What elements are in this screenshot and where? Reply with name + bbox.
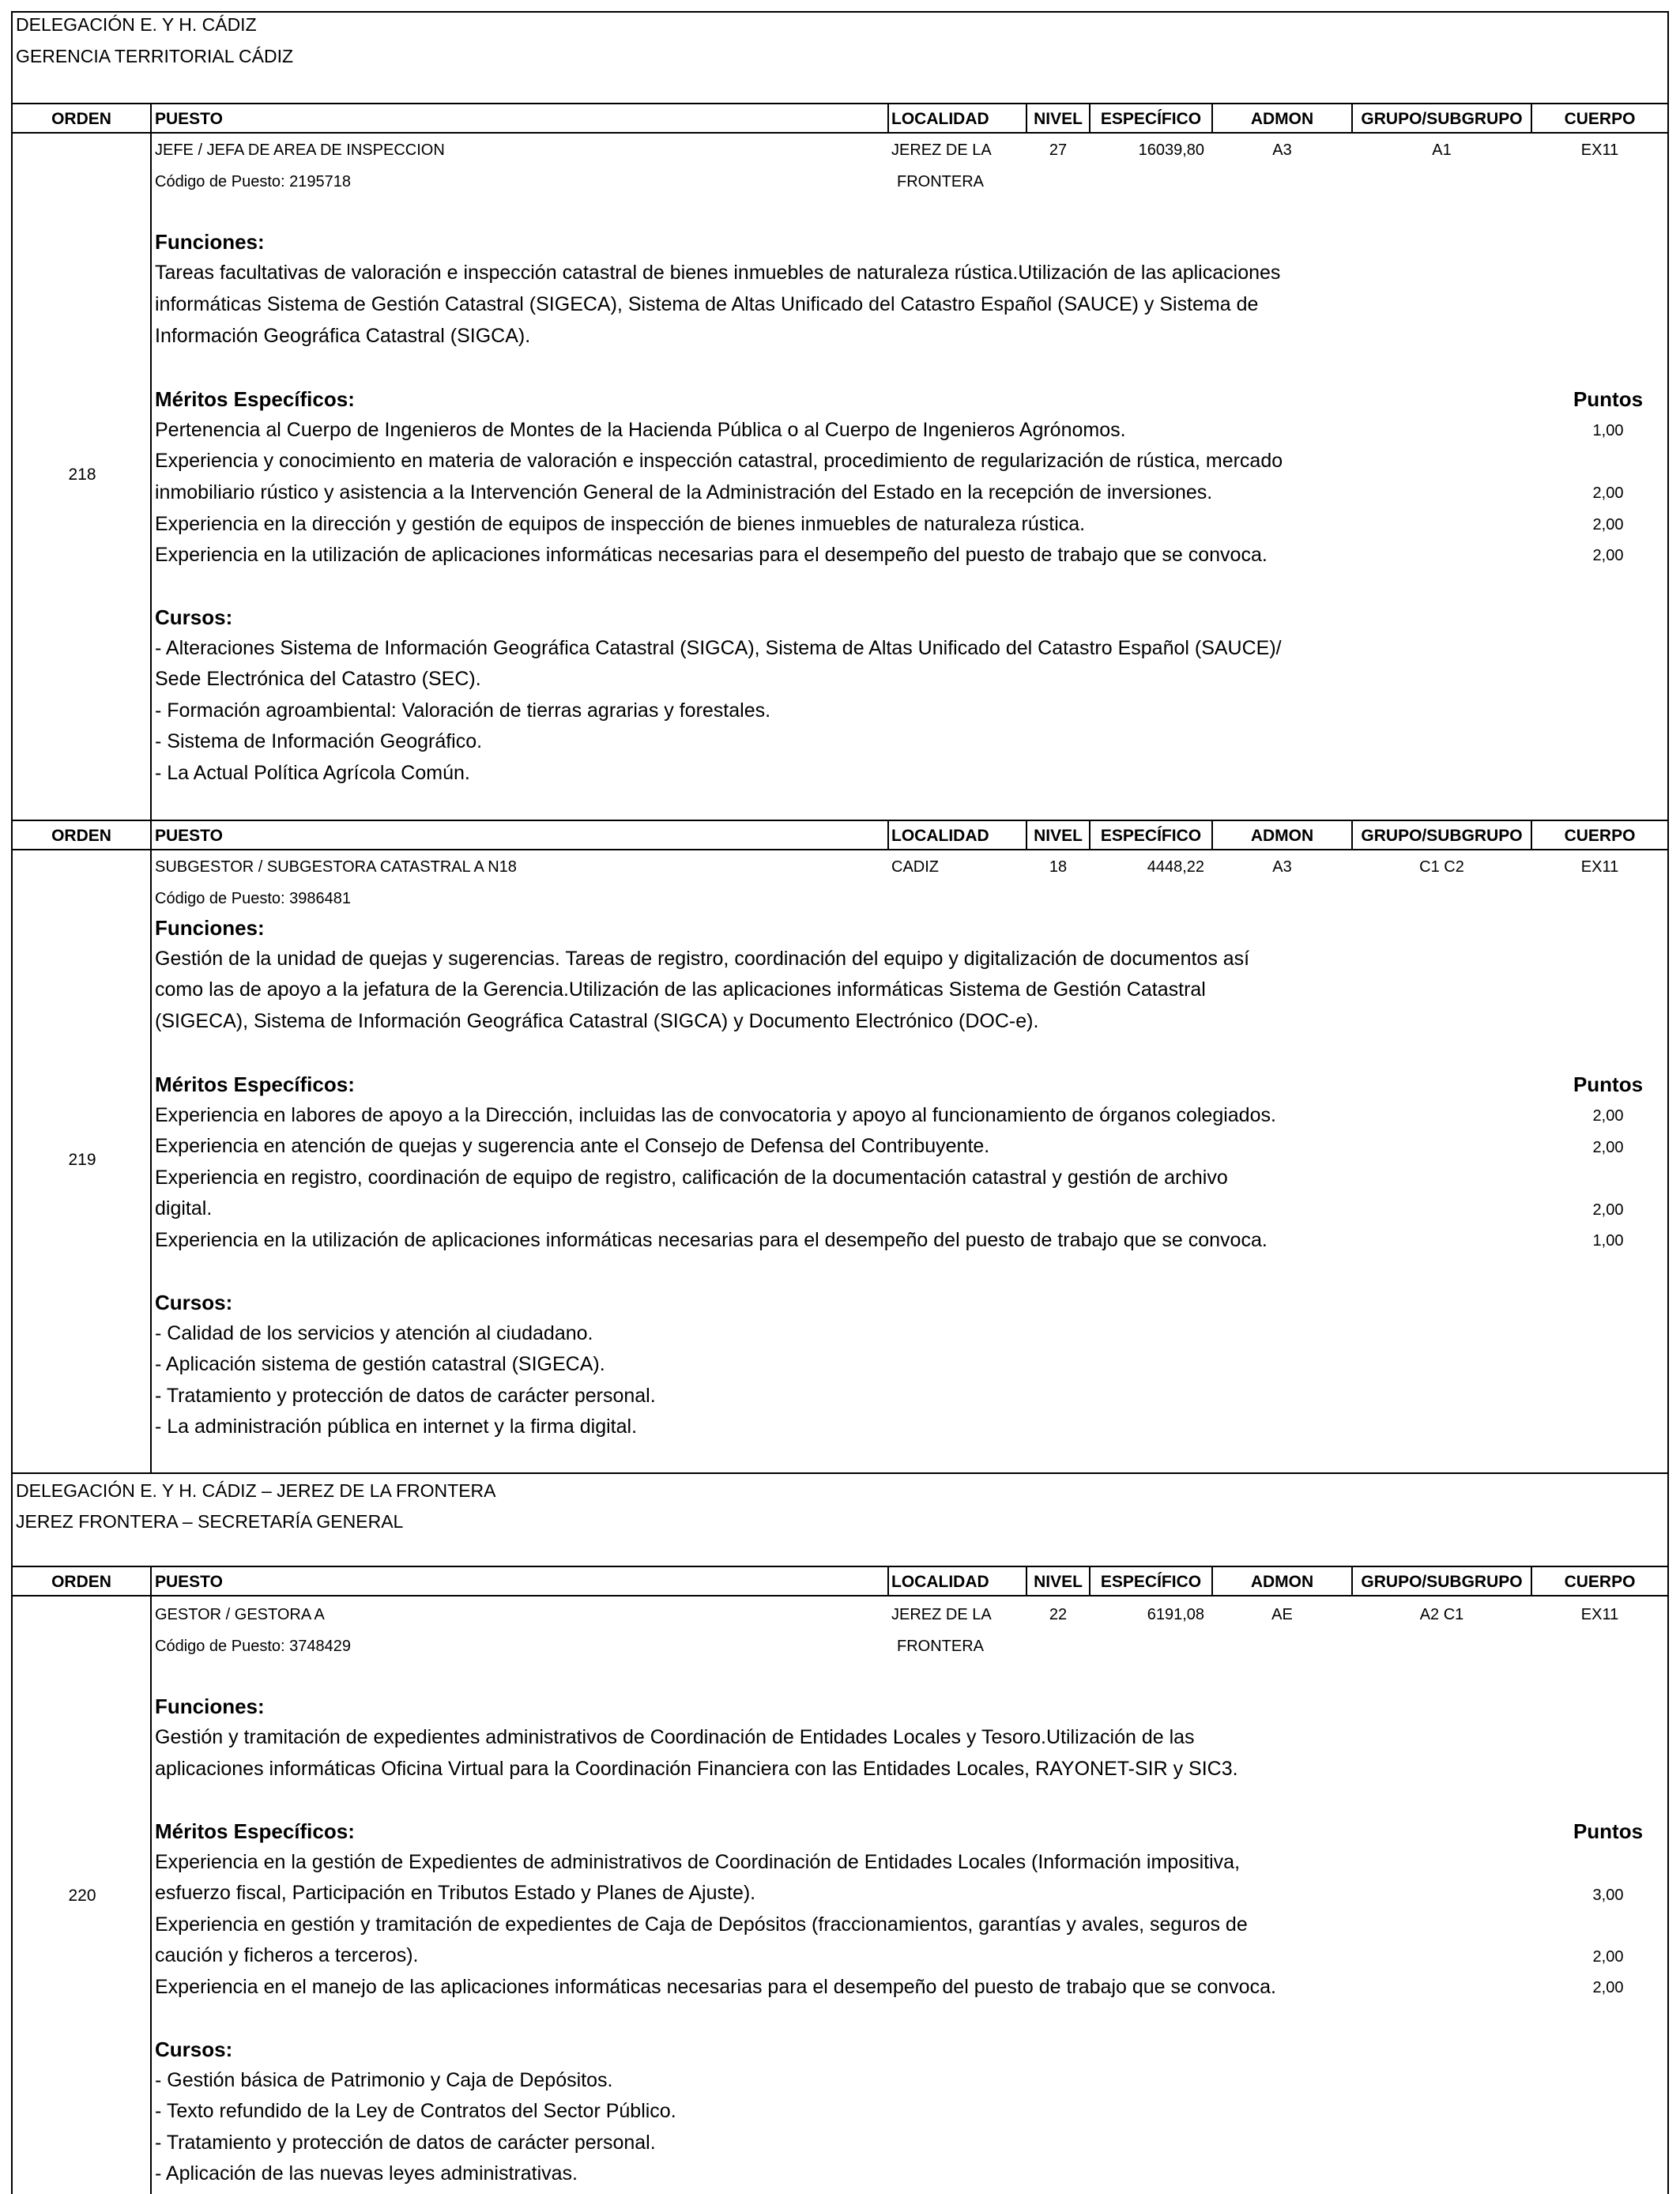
merito-points: 2,00 [1592,1201,1624,1219]
merito-line: Experiencia en la utilización de aplicaciones informáticas necesarias para el desempeño del puesto de trabajo que se convoca. [155,544,1268,566]
merito-line: Experiencia en la gestión de Expedientes de administrativos de Coordinación de Entidades Locales (Información impositiva, [155,1851,1241,1873]
position-code: Código de Puesto: 3986481 [155,890,351,907]
col-header-cuerpo: CUERPO [1564,110,1636,128]
curso-line: - Alteraciones Sistema de Información Geográfica Catastral (SIGCA), Sistema de Altas Unificado del Catastro Español (SAUCE)/ [155,637,1282,659]
position-grupo: A1 [1432,141,1452,159]
merito-points: 2,00 [1592,547,1624,564]
position-admon: A3 [1272,141,1292,159]
merito-line: Experiencia en labores de apoyo a la Dirección, incluidas las de convocatoria y apoyo al funcionamiento de órganos colegiados. [155,1104,1276,1126]
curso-line: - Gestión básica de Patrimonio y Caja de Depósitos. [155,2069,613,2091]
col-sep [150,820,152,1473]
col-header-admon: ADMON [1250,110,1314,128]
frame-left [11,11,13,2194]
position-localidad: JEREZ DE LA [891,141,992,159]
position-code: Código de Puesto: 2195718 [155,173,351,190]
meritos-heading: Méritos Específicos: [155,1819,355,1843]
col-header-puesto: PUESTO [155,110,223,128]
position-cuerpo: EX11 [1580,858,1619,876]
position-grupo: A2 C1 [1419,1606,1464,1623]
merito-line: Experiencia en registro, coordinación de equipo de registro, calificación de la documentación catastral y gestión de archivo [155,1167,1228,1189]
position-admon: AE [1271,1606,1293,1623]
curso-line: - Aplicación sistema de gestión catastral (SIGECA). [155,1353,605,1375]
col-header-puesto: PUESTO [155,827,223,845]
cursos-heading: Cursos: [155,2038,233,2061]
position-localidad-cont: FRONTERA [897,173,984,190]
funciones-heading: Funciones: [155,230,265,254]
funciones-line: Información Geográfica Catastral (SIGCA). [155,325,531,347]
position-nivel: 22 [1049,1606,1068,1623]
col-sep [150,103,152,820]
header-row-top-line [11,1566,1669,1567]
position-localidad-cont: FRONTERA [897,1638,984,1655]
section-header-line1: DELEGACIÓN E. Y H. CÁDIZ [16,14,257,35]
position-code: Código de Puesto: 3748429 [155,1638,351,1655]
col-header-grupo: GRUPO/SUBGRUPO [1361,1573,1523,1591]
merito-line: Experiencia en gestión y tramitación de expedientes de Caja de Depósitos (fraccionamientos, garantías y avales, seguros de [155,1913,1248,1936]
meritos-heading: Méritos Específicos: [155,387,355,411]
col-sep [887,820,889,850]
cursos-heading: Cursos: [155,1291,233,1314]
frame-top [11,11,1669,13]
col-header-orden: ORDEN [51,1573,111,1591]
col-header-grupo: GRUPO/SUBGRUPO [1361,110,1523,128]
curso-line: - Calidad de los servicios y atención al ciudadano. [155,1322,593,1344]
curso-line: - Tratamiento y protección de datos de carácter personal. [155,2132,656,2154]
puntos-heading: Puntos [1573,1072,1644,1096]
merito-points: 2,00 [1592,484,1624,502]
col-header-localidad: LOCALIDAD [891,110,989,128]
section-divider [11,1472,1669,1474]
curso-line: Sede Electrónica del Catastro (SEC). [155,668,481,690]
position-especifico: 4448,22 [1147,858,1204,876]
col-header-puesto: PUESTO [155,1573,223,1591]
col-header-especifico: ESPECÍFICO [1100,1573,1202,1591]
header-row-bottom-line [11,1595,1669,1596]
funciones-heading: Funciones: [155,916,265,940]
position-nivel: 27 [1049,141,1068,159]
curso-line: - Tratamiento y protección de datos de carácter personal. [155,1385,656,1407]
puntos-heading: Puntos [1573,387,1644,411]
merito-points: 3,00 [1592,1887,1624,1904]
merito-line: Experiencia en la dirección y gestión de equipos de inspección de bienes inmuebles de naturaleza rústica. [155,513,1086,535]
col-header-nivel: NIVEL [1034,110,1083,128]
col-header-especifico: ESPECÍFICO [1100,110,1202,128]
position-nivel: 18 [1049,858,1068,876]
funciones-line: Gestión de la unidad de quejas y sugerencias. Tareas de registro, coordinación del equipo y digitalización de documentos así [155,948,1250,970]
col-header-localidad: LOCALIDAD [891,827,989,845]
orden-number: 218 [68,466,96,484]
section-header-line2: JEREZ FRONTERA – SECRETARÍA GENERAL [16,1511,404,1532]
orden-number: 220 [68,1887,96,1905]
col-sep [150,1566,152,2194]
orden-number: 219 [68,1151,96,1169]
merito-line: esfuerzo fiscal, Participación en Tributos Estado y Planes de Ajuste). [155,1882,756,1904]
funciones-line: Gestión y tramitación de expedientes administrativos de Coordinación de Entidades Locales y Tesoro.Utilización de las [155,1726,1195,1748]
merito-points: 1,00 [1592,1232,1624,1250]
curso-line: - La administración pública en internet y la firma digital. [155,1416,638,1438]
position-localidad: JEREZ DE LA [891,1606,992,1623]
position-title: GESTOR / GESTORA A [155,1606,325,1623]
position-cuerpo: EX11 [1580,141,1619,159]
section-header-line1: DELEGACIÓN E. Y H. CÁDIZ – JEREZ DE LA FRONTERA [16,1480,496,1501]
frame-right [1667,1472,1669,2194]
curso-line: - Aplicación de las nuevas leyes administrativas. [155,2162,578,2185]
funciones-heading: Funciones: [155,1695,265,1718]
funciones-line: informáticas Sistema de Gestión Catastral (SIGECA), Sistema de Altas Unificado del Catastro Español (SAUCE) y Sistema de [155,293,1259,315]
position-title: JEFE / JEFA DE AREA DE INSPECCION [155,141,445,159]
col-header-orden: ORDEN [51,827,111,845]
header-row-bottom-line [11,132,1669,134]
col-header-grupo: GRUPO/SUBGRUPO [1361,827,1523,845]
header-row-top-line [11,103,1669,104]
merito-points: 2,00 [1592,516,1624,533]
position-especifico: 6191,08 [1147,1606,1204,1623]
merito-line: Pertenencia al Cuerpo de Ingenieros de Montes de la Hacienda Pública o al Cuerpo de Ingenieros Agrónomos. [155,419,1126,441]
col-header-admon: ADMON [1250,1573,1314,1591]
cursos-heading: Cursos: [155,605,233,629]
position-especifico: 16039,80 [1138,141,1204,159]
col-header-admon: ADMON [1250,827,1314,845]
position-grupo: C1 C2 [1419,858,1464,876]
puntos-heading: Puntos [1573,1819,1644,1843]
curso-line: - Sistema de Información Geográfico. [155,730,483,752]
merito-line: Experiencia y conocimiento en materia de valoración e inspección catastral, procedimiento de regularización de rústica, mercado [155,450,1283,472]
header-row-bottom-line [11,849,1669,850]
position-title: SUBGESTOR / SUBGESTORA CATASTRAL A N18 [155,858,517,876]
merito-points: 2,00 [1592,1139,1624,1156]
funciones-line: (SIGECA), Sistema de Información Geográfica Catastral (SIGCA) y Documento Electrónico (DOC-e). [155,1010,1039,1032]
position-cuerpo: EX11 [1580,1606,1619,1623]
merito-line: digital. [155,1197,213,1220]
merito-line: Experiencia en atención de quejas y sugerencia ante el Consejo de Defensa del Contribuyente. [155,1135,990,1157]
curso-line: - Formación agroambiental: Valoración de tierras agrarias y forestales. [155,699,771,722]
merito-points: 2,00 [1592,1979,1624,1996]
col-sep [887,1566,889,1596]
section-header-line2: GERENCIA TERRITORIAL CÁDIZ [16,46,294,66]
merito-points: 2,00 [1592,1107,1624,1125]
header-row-top-line [11,820,1669,821]
funciones-line: Tareas facultativas de valoración e inspección catastral de bienes inmuebles de naturaleza rústica.Utilización de las aplicaciones [155,262,1281,284]
merito-line: caución y ficheros a terceros). [155,1944,419,1966]
frame-right [1667,11,1669,1473]
funciones-line: aplicaciones informáticas Oficina Virtual para la Coordinación Financiera con las Entidades Locales, RAYONET-SIR y SIC3. [155,1758,1238,1780]
col-header-especifico: ESPECÍFICO [1100,827,1202,845]
position-localidad: CADIZ [891,858,939,876]
curso-line: - Texto refundido de la Ley de Contratos del Sector Público. [155,2100,676,2122]
col-header-orden: ORDEN [51,110,111,128]
col-header-localidad: LOCALIDAD [891,1573,989,1591]
position-admon: A3 [1272,858,1292,876]
merito-line: inmobiliario rústico y asistencia a la Intervención General de la Administración del Estado en la recepción de inversiones. [155,481,1213,503]
merito-points: 2,00 [1592,1948,1624,1966]
col-sep [887,103,889,133]
col-header-cuerpo: CUERPO [1564,827,1636,845]
merito-line: Experiencia en la utilización de aplicaciones informáticas necesarias para el desempeño del puesto de trabajo que se convoca. [155,1229,1268,1251]
col-header-nivel: NIVEL [1034,827,1083,845]
col-header-cuerpo: CUERPO [1564,1573,1636,1591]
curso-line: - La Actual Política Agrícola Común. [155,762,470,784]
merito-line: Experiencia en el manejo de las aplicaciones informáticas necesarias para el desempeño del puesto de trabajo que se convoca. [155,1976,1276,1998]
merito-points: 1,00 [1592,422,1624,439]
funciones-line: como las de apoyo a la jefatura de la Gerencia.Utilización de las aplicaciones informáticas Sistema de Gestión Catastral [155,978,1206,1001]
meritos-heading: Méritos Específicos: [155,1072,355,1096]
col-header-nivel: NIVEL [1034,1573,1083,1591]
